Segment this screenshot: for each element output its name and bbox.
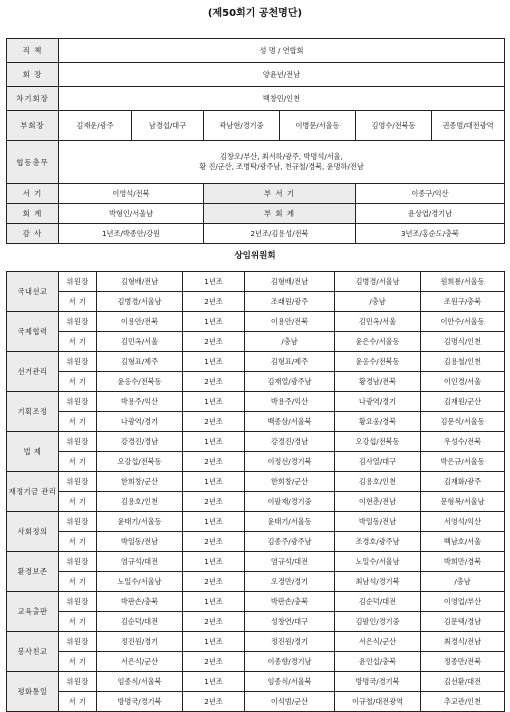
committee-member: 서은식/군산 bbox=[97, 652, 183, 672]
president-value: 양윤년/전남 bbox=[59, 63, 505, 87]
exec-secretary-row bbox=[7, 184, 505, 204]
committee-member: 염규석/대전 bbox=[97, 552, 183, 572]
committee-role: 위원장 bbox=[59, 512, 97, 532]
committee-term: 2년조 bbox=[183, 372, 245, 392]
committee-row bbox=[7, 472, 505, 492]
committee-member: 김용철/인천 bbox=[421, 352, 505, 372]
committee-row bbox=[7, 412, 505, 432]
vice-name: 김재운/광주 bbox=[59, 111, 132, 141]
committee-member: 김팔인/경기중 bbox=[335, 612, 421, 632]
committee-term: 1년조 bbox=[183, 552, 245, 572]
committee-member: 백종삼/서울북 bbox=[245, 412, 335, 432]
treasurer-label: 회 계 bbox=[7, 204, 59, 224]
committee-row bbox=[7, 692, 505, 712]
coop-line-2: 황 진/군산, 조병탁/광주남, 천규철/경북, 윤명하/전남 bbox=[199, 162, 364, 171]
committee-member: 박용주/익산 bbox=[245, 392, 335, 412]
committee-member: 정진원/경기 bbox=[245, 632, 335, 652]
committee-member: 이규철/대전광역 bbox=[335, 692, 421, 712]
committee-term: 1년조 bbox=[183, 312, 245, 332]
committee-role: 서 기 bbox=[59, 452, 97, 472]
committee-member: 윤은수/서울동 bbox=[335, 332, 421, 352]
committee-role: 서 기 bbox=[59, 572, 97, 592]
coop-label: 협동총무 bbox=[7, 141, 59, 184]
committee-member: 나광역/경기 bbox=[335, 392, 421, 412]
committee-member: 이용안/전북 bbox=[97, 312, 183, 332]
committee-member: 방명국/경기북 bbox=[97, 692, 183, 712]
vice-name: 이병문/서울동 bbox=[280, 111, 356, 141]
committee-role: 서 기 bbox=[59, 612, 97, 632]
treasurer-value: 박형인/서울남 bbox=[59, 204, 204, 224]
committee-title: 상임위원회 bbox=[234, 251, 276, 261]
exec-header-value: 성 명 / 연합회 bbox=[59, 39, 505, 63]
committee-member: /충남 bbox=[421, 572, 505, 592]
committee-member: 김용호/인천 bbox=[97, 492, 183, 512]
committee-member: 노일수/서울남 bbox=[335, 552, 421, 572]
next-president-label: 차기회장 bbox=[7, 87, 59, 111]
committee-name: 국제협력 bbox=[7, 312, 59, 352]
committee-member: 강경진/경남 bbox=[97, 432, 183, 452]
committee-member: 정진원/경기 bbox=[97, 632, 183, 652]
committee-body bbox=[7, 272, 505, 712]
committee-row bbox=[7, 272, 505, 292]
committee-role: 위원장 bbox=[59, 672, 97, 692]
committee-member: 오강섭/전북동 bbox=[335, 432, 421, 452]
committee-term: 2년조 bbox=[183, 532, 245, 552]
committee-name: 국내선교 bbox=[7, 272, 59, 312]
committee-member: 이팔재/경기중 bbox=[245, 492, 335, 512]
committee-role: 서 기 bbox=[59, 292, 97, 312]
committee-name: 재정기금 관리 bbox=[7, 472, 59, 512]
committee-row bbox=[7, 572, 505, 592]
committee-member: 김선환/대전 bbox=[421, 672, 505, 692]
committee-term: 1년조 bbox=[183, 272, 245, 292]
committee-member: 정종만/전북 bbox=[421, 652, 505, 672]
committee-member: 김형배/전남 bbox=[97, 272, 183, 292]
committee-term: 2년조 bbox=[183, 292, 245, 312]
committee-member: 윤태기/서울동 bbox=[97, 512, 183, 532]
committee-member: 김형배/전남 bbox=[245, 272, 335, 292]
committee-member: 임종식/서울북 bbox=[245, 672, 335, 692]
committee-member: 이정선/경기북 bbox=[245, 452, 335, 472]
committee-role: 서 기 bbox=[59, 652, 97, 672]
committee-row bbox=[7, 632, 505, 652]
committee-member: 백남호/서울 bbox=[421, 532, 505, 552]
committee-term: 1년조 bbox=[183, 512, 245, 532]
committee-member: 김용호/인천 bbox=[335, 472, 421, 492]
committee-term: 2년조 bbox=[183, 412, 245, 432]
committee-term: 1년조 bbox=[183, 392, 245, 412]
committee-member: 박은규/서울동 bbox=[421, 452, 505, 472]
committee-member: 우성수/전북 bbox=[421, 432, 505, 452]
committee-row bbox=[7, 332, 505, 352]
committee-member: 김순덕/대전 bbox=[335, 592, 421, 612]
committee-member: 박일동/전남 bbox=[335, 512, 421, 532]
committee-member: 이용안/전북 bbox=[245, 312, 335, 332]
committee-member: 김재열/광주남 bbox=[245, 372, 335, 392]
committee-member: 최남석/경기북 bbox=[335, 572, 421, 592]
committee-row bbox=[7, 512, 505, 532]
vice-secretary-value: 이종구/익산 bbox=[356, 184, 505, 204]
committee-term: 1년조 bbox=[183, 632, 245, 652]
committee-role: 위원장 bbox=[59, 312, 97, 332]
committee-member: /충남 bbox=[335, 292, 421, 312]
committee-member: 박희만/경북 bbox=[421, 552, 505, 572]
committee-member: 박용주/익산 bbox=[97, 392, 183, 412]
committee-term: 2년조 bbox=[183, 692, 245, 712]
committee-member: 황요웅/경북 bbox=[335, 412, 421, 432]
committee-member: 박판손/충북 bbox=[245, 592, 335, 612]
committee-member: 조원구/충북 bbox=[421, 292, 505, 312]
committee-row bbox=[7, 392, 505, 412]
committee-row bbox=[7, 552, 505, 572]
committee-member: 서은식/군산 bbox=[335, 632, 421, 652]
committee-role: 위원장 bbox=[59, 472, 97, 492]
exec-auditor-row bbox=[7, 224, 505, 244]
committee-term: 1년조 bbox=[183, 352, 245, 372]
committee-name: 환경보존 bbox=[7, 552, 59, 592]
committee-member: 윤응수/전북동 bbox=[335, 352, 421, 372]
committee-row bbox=[7, 352, 505, 372]
committee-member: 김문식/서울동 bbox=[421, 412, 505, 432]
committee-role: 위원장 bbox=[59, 592, 97, 612]
committee-row bbox=[7, 312, 505, 332]
exec-header-row bbox=[7, 39, 505, 63]
committee-member: 윤인섭/충북 bbox=[335, 652, 421, 672]
committee-term: 1년조 bbox=[183, 472, 245, 492]
president-label: 회 장 bbox=[7, 63, 59, 87]
next-president-value: 백창민/인천 bbox=[59, 87, 505, 111]
committee-role: 서 기 bbox=[59, 492, 97, 512]
exec-vice-row bbox=[7, 111, 505, 141]
exec-header-label: 직 책 bbox=[7, 39, 59, 63]
exec-president-row bbox=[7, 63, 505, 87]
committee-member: 윤태기/서울동 bbox=[245, 512, 335, 532]
committee-role: 위원장 bbox=[59, 632, 97, 652]
committee-member: 임종식/서울북 bbox=[97, 672, 183, 692]
committee-member: 한희창/군산 bbox=[245, 472, 335, 492]
committee-member: 오경만/경기 bbox=[245, 572, 335, 592]
committee-member: 김사열/대구 bbox=[335, 452, 421, 472]
committee-row bbox=[7, 372, 505, 392]
committee-row bbox=[7, 532, 505, 552]
committee-role: 위원장 bbox=[59, 272, 97, 292]
committee-role: 서 기 bbox=[59, 332, 97, 352]
committee-member: 최경식/전남 bbox=[421, 632, 505, 652]
committee-name: 기획조정 bbox=[7, 392, 59, 432]
exec-coop-row bbox=[7, 141, 505, 184]
auditor-value: 3년조/홍순도/충북 bbox=[356, 224, 505, 244]
committee-term: 2년조 bbox=[183, 452, 245, 472]
vice-treasurer-label: 부 회 계 bbox=[204, 204, 356, 224]
auditor-value: 1년조/박종안/강원 bbox=[59, 224, 204, 244]
committee-row bbox=[7, 432, 505, 452]
committee-role: 서 기 bbox=[59, 532, 97, 552]
exec-next-president-row bbox=[7, 87, 505, 111]
committee-member: 김종주/광주남 bbox=[245, 532, 335, 552]
committee-name: 법 제 bbox=[7, 432, 59, 472]
executives-table bbox=[6, 38, 505, 244]
committee-member: 조경호/광주남 bbox=[335, 532, 421, 552]
vice-name: 남경섭/대구 bbox=[132, 111, 204, 141]
committee-member: 조래원/광주 bbox=[245, 292, 335, 312]
committee-member: 김형표/제주 bbox=[97, 352, 183, 372]
committee-row bbox=[7, 612, 505, 632]
committee-member: 오강섭/전북동 bbox=[97, 452, 183, 472]
committee-member: /충남 bbox=[245, 332, 335, 352]
committee-row bbox=[7, 652, 505, 672]
committee-row bbox=[7, 452, 505, 472]
committee-name: 평화통일 bbox=[7, 672, 59, 712]
committee-member: 염규석/대전 bbox=[245, 552, 335, 572]
committee-member: 김재화/광주 bbox=[421, 472, 505, 492]
committee-member: 김문택/경남 bbox=[421, 612, 505, 632]
committee-member: 박일동/전남 bbox=[97, 532, 183, 552]
committee-member: 강경진/경남 bbox=[245, 432, 335, 452]
committee-member: 이종향/경기남 bbox=[245, 652, 335, 672]
committee-member: 추교관/인천 bbox=[421, 692, 505, 712]
committee-member: 김형표/제주 bbox=[245, 352, 335, 372]
committee-role: 서 기 bbox=[59, 412, 97, 432]
committee-role: 위원장 bbox=[59, 392, 97, 412]
committee-term: 2년조 bbox=[183, 652, 245, 672]
committee-term: 1년조 bbox=[183, 592, 245, 612]
vice-name: 권종범/대전광역 bbox=[432, 111, 505, 141]
committee-role: 서 기 bbox=[59, 372, 97, 392]
coop-line-1: 김창오/부산, 최서하/광주, 박명석/서울, bbox=[220, 152, 343, 161]
committee-table bbox=[6, 271, 505, 712]
committee-name: 봉사친교 bbox=[7, 632, 59, 672]
committee-role: 위원장 bbox=[59, 552, 97, 572]
committee-term: 2년조 bbox=[183, 572, 245, 592]
vice-secretary-label: 부 서 기 bbox=[204, 184, 356, 204]
committee-row bbox=[7, 492, 505, 512]
vice-label: 부회장 bbox=[7, 111, 59, 141]
committee-member: 노일수/서울남 bbox=[97, 572, 183, 592]
committee-member: 김병경/서울남 bbox=[335, 272, 421, 292]
committee-member: 김민옥/서울 bbox=[97, 332, 183, 352]
vice-name: 김영수/전북동 bbox=[356, 111, 432, 141]
committee-member: 김명식/인천 bbox=[421, 332, 505, 352]
committee-member: 김병경/서울남 bbox=[97, 292, 183, 312]
auditor-value: 2년조/김용성/전북 bbox=[204, 224, 356, 244]
exec-treasurer-row bbox=[7, 204, 505, 224]
committee-member: 김민옥/서울 bbox=[335, 312, 421, 332]
committee-member: 박판손/충북 bbox=[97, 592, 183, 612]
committee-member: 김재원/군산 bbox=[421, 392, 505, 412]
committee-member: 이영업/부산 bbox=[421, 592, 505, 612]
committee-row bbox=[7, 672, 505, 692]
vice-name: 곽남현/경기중 bbox=[204, 111, 280, 141]
committee-member: 김순덕/대전 bbox=[97, 612, 183, 632]
committee-member: 한희창/군산 bbox=[97, 472, 183, 492]
committee-role: 위원장 bbox=[59, 432, 97, 452]
committee-row bbox=[7, 292, 505, 312]
committee-member: 서영석/익산 bbox=[421, 512, 505, 532]
coop-value bbox=[59, 141, 505, 184]
committee-term: 2년조 bbox=[183, 492, 245, 512]
secretary-label: 서 기 bbox=[7, 184, 59, 204]
committee-member: 나광역/경기 bbox=[97, 412, 183, 432]
page-title: (제50회기 공천명단) bbox=[207, 8, 303, 19]
committee-member: 성창연/대구 bbox=[245, 612, 335, 632]
secretary-value: 이영석/전북 bbox=[59, 184, 204, 204]
auditor-label: 감 사 bbox=[7, 224, 59, 244]
vice-treasurer-value: 윤상엽/경기남 bbox=[356, 204, 505, 224]
committee-term: 1년조 bbox=[183, 672, 245, 692]
committee-term: 2년조 bbox=[183, 612, 245, 632]
committee-member: 이안수/서울동 bbox=[421, 312, 505, 332]
committee-term: 2년조 bbox=[183, 332, 245, 352]
committee-member: 문형복/서울남 bbox=[421, 492, 505, 512]
committee-member: 윤응수/전북동 bbox=[97, 372, 183, 392]
committee-role: 서 기 bbox=[59, 692, 97, 712]
committee-name: 교육출판 bbox=[7, 592, 59, 632]
committee-member: 이석범/군산 bbox=[245, 692, 335, 712]
committee-member: 이인경/서울 bbox=[421, 372, 505, 392]
committee-member: 방명국/경기북 bbox=[335, 672, 421, 692]
committee-role: 위원장 bbox=[59, 352, 97, 372]
committee-name: 사회정의 bbox=[7, 512, 59, 552]
committee-member: 황경남/전북 bbox=[335, 372, 421, 392]
committee-member: 이현춘/전남 bbox=[335, 492, 421, 512]
committee-row bbox=[7, 592, 505, 612]
committee-term: 1년조 bbox=[183, 432, 245, 452]
committee-name: 선거관리 bbox=[7, 352, 59, 392]
committee-member: 원희룡/서울동 bbox=[421, 272, 505, 292]
